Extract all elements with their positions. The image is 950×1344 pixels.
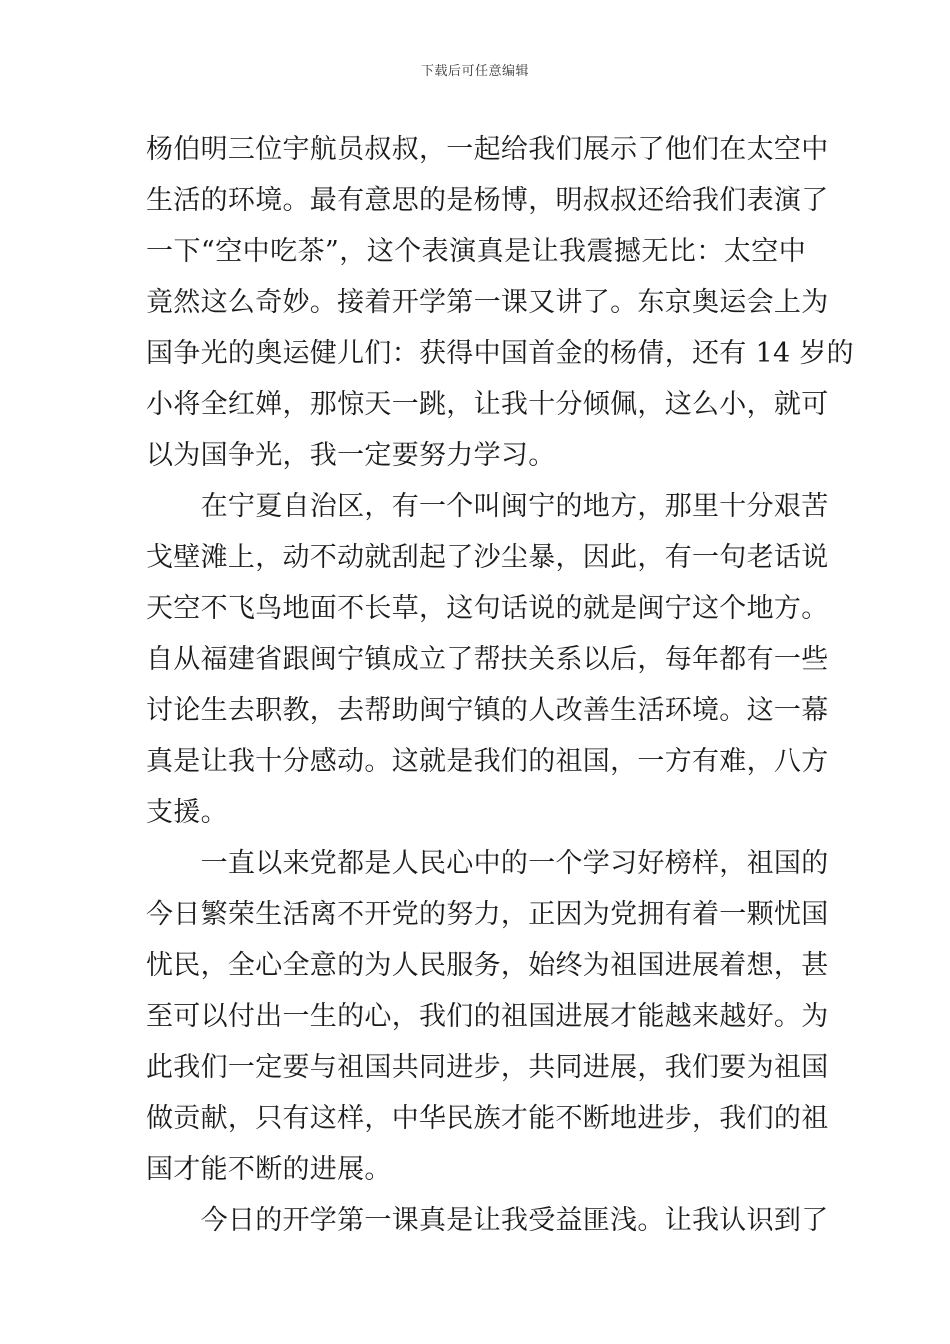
text-line: 国才能不断的进展。 [146,1154,392,1185]
text-line: 小将全红婵，那惊天一跳，让我十分倾佩，这么小，就可 [146,389,829,420]
text-line: 天空不飞鸟地面不长草，这句话说的就是闽宁这个地方。 [146,593,829,624]
text-line: 今日的开学第一课真是让我受益匪浅。让我认识到了 [146,1205,829,1236]
text-line: 一直以来党都是人民心中的一个学习好榜样，祖国的 [146,848,829,879]
text-line: 生活的环境。最有意思的是杨博，明叔叔还给我们表演了 [146,185,829,216]
text-line: 杨伯明三位宇航员叔叔，一起给我们展示了他们在太空中 [146,134,829,165]
paragraph-4 [146,1195,829,1246]
text-line: 支援。 [146,797,228,828]
text-line: 此我们一定要与祖国共同进步，共同进展，我们要为祖国 [146,1052,829,1083]
page-header-note: 下载后可任意编辑 [420,64,529,79]
text-line: 在宁夏自治区，有一个叫闽宁的地方，那里十分艰苦 [146,491,829,522]
paragraph-1 [146,124,854,481]
paragraph-2 [146,481,829,838]
text-line: 自从福建省跟闽宁镇成立了帮扶关系以后，每年都有一些 [146,644,829,675]
document-body [146,124,854,1246]
text-line: 真是让我十分感动。这就是我们的祖国，一方有难，八方 [146,746,829,777]
text-line: 忧民，全心全意的为人民服务，始终为祖国进展着想，甚 [146,950,829,981]
text-line: 以为国争光，我一定要努力学习。 [146,440,556,471]
text-line: 国争光的奥运健儿们：获得中国首金的杨倩，还有 14 岁的 [146,338,854,369]
paragraph-3 [146,838,829,1195]
text-line: 今日繁荣生活离不开党的努力，正因为党拥有着一颗忧国 [146,899,829,930]
text-line: 一下“空中吃茶”，这个表演真是让我震撼无比：太空中 [146,236,806,267]
text-line: 做贡献，只有这样，中华民族才能不断地进步，我们的祖 [146,1103,829,1134]
text-line: 讨论生去职教，去帮助闽宁镇的人改善生活环境。这一幕 [146,695,829,726]
text-line: 戈壁滩上，动不动就刮起了沙尘暴，因此，有一句老话说 [146,542,829,573]
text-line: 竟然这么奇妙。接着开学第一课又讲了。东京奥运会上为 [146,287,829,318]
text-line: 至可以付出一生的心，我们的祖国进展才能越来越好。为 [146,1001,829,1032]
